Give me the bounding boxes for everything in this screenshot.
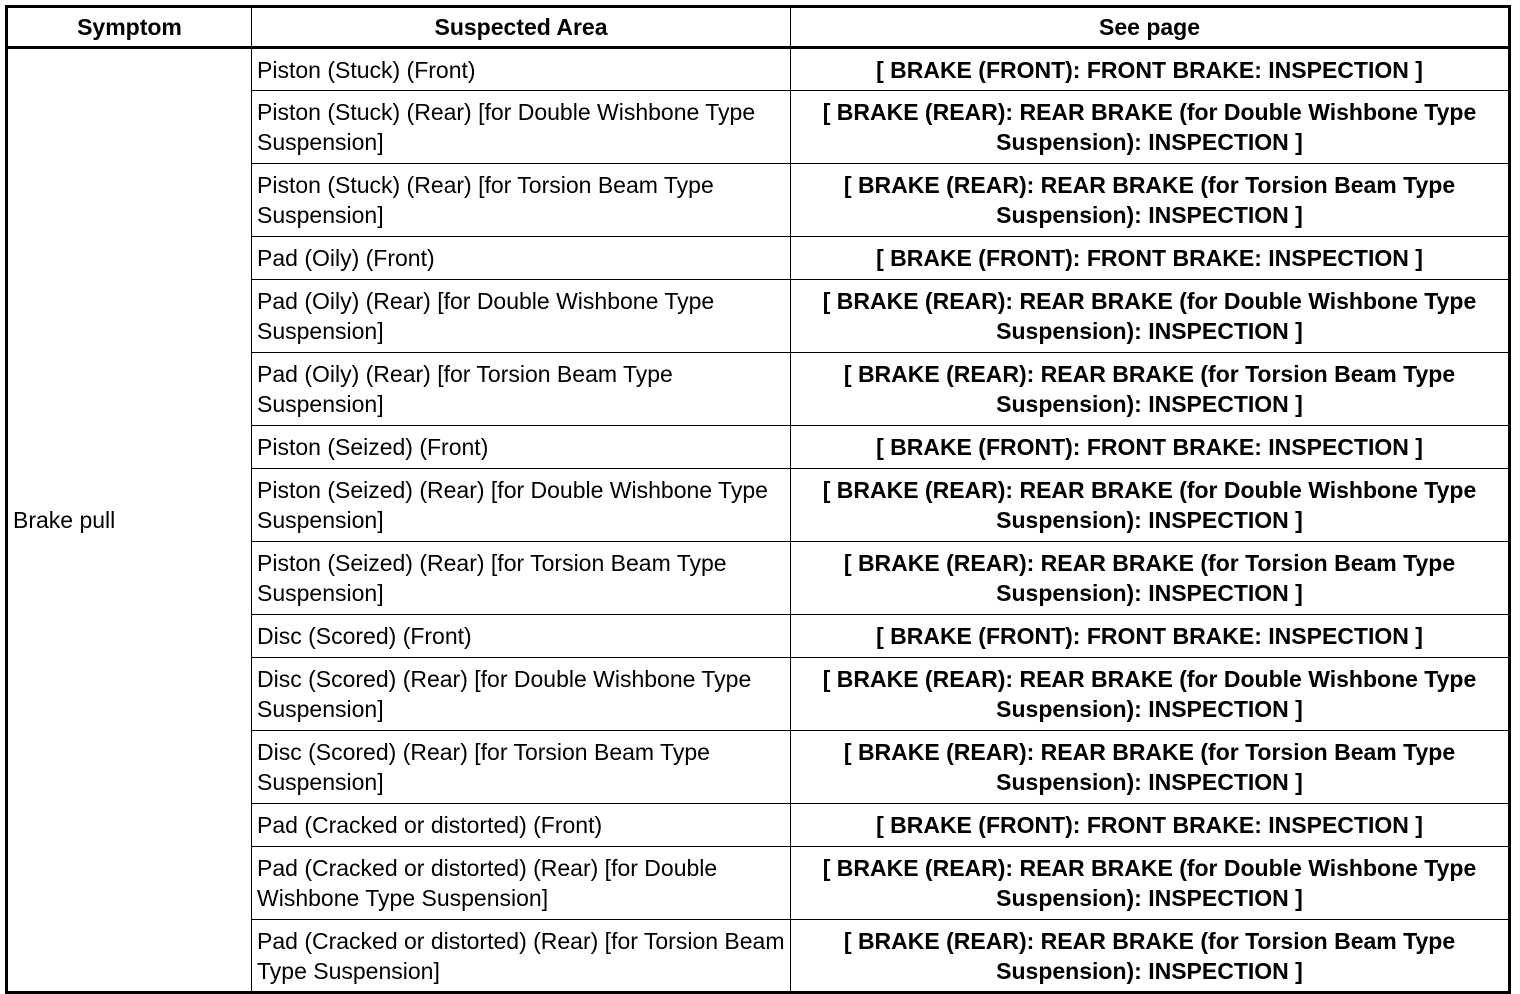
header-row	[7, 7, 1510, 48]
suspected-area-cell: Pad (Oily) (Front)	[252, 237, 791, 280]
header-symptom: Symptom	[7, 7, 252, 48]
see-page-link[interactable]: [ BRAKE (REAR): REAR BRAKE (for Double Wishbone Type Suspension): INSPECTION ]	[791, 91, 1510, 164]
see-page-link[interactable]: [ BRAKE (FRONT): FRONT BRAKE: INSPECTION ]	[791, 615, 1510, 658]
suspected-area-cell: Pad (Cracked or distorted) (Rear) [for Double Wishbone Type Suspension]	[252, 847, 791, 920]
see-page-link[interactable]: [ BRAKE (FRONT): FRONT BRAKE: INSPECTION ]	[791, 804, 1510, 847]
see-page-link[interactable]: [ BRAKE (REAR): REAR BRAKE (for Torsion Beam Type Suspension): INSPECTION ]	[791, 920, 1510, 993]
suspected-area-cell: Piston (Seized) (Front)	[252, 426, 791, 469]
suspected-area-cell: Piston (Stuck) (Rear) [for Double Wishbone Type Suspension]	[252, 91, 791, 164]
see-page-link[interactable]: [ BRAKE (FRONT): FRONT BRAKE: INSPECTION ]	[791, 426, 1510, 469]
suspected-area-cell: Pad (Oily) (Rear) [for Double Wishbone Type Suspension]	[252, 280, 791, 353]
suspected-area-cell: Piston (Seized) (Rear) [for Torsion Beam Type Suspension]	[252, 542, 791, 615]
suspected-area-cell: Disc (Scored) (Front)	[252, 615, 791, 658]
see-page-link[interactable]: [ BRAKE (REAR): REAR BRAKE (for Double Wishbone Type Suspension): INSPECTION ]	[791, 658, 1510, 731]
suspected-area-cell: Pad (Oily) (Rear) [for Torsion Beam Type Suspension]	[252, 353, 791, 426]
see-page-link[interactable]: [ BRAKE (REAR): REAR BRAKE (for Double Wishbone Type Suspension): INSPECTION ]	[791, 847, 1510, 920]
see-page-link[interactable]: [ BRAKE (FRONT): FRONT BRAKE: INSPECTION ]	[791, 48, 1510, 91]
suspected-area-cell: Disc (Scored) (Rear) [for Double Wishbone Type Suspension]	[252, 658, 791, 731]
suspected-area-cell: Piston (Seized) (Rear) [for Double Wishbone Type Suspension]	[252, 469, 791, 542]
table-row	[7, 48, 1510, 91]
header-suspected-area: Suspected Area	[252, 7, 791, 48]
see-page-link[interactable]: [ BRAKE (REAR): REAR BRAKE (for Torsion Beam Type Suspension): INSPECTION ]	[791, 164, 1510, 237]
symptom-cell: Brake pull	[7, 48, 252, 993]
diagnosis-table	[5, 5, 1511, 994]
see-page-link[interactable]: [ BRAKE (REAR): REAR BRAKE (for Double Wishbone Type Suspension): INSPECTION ]	[791, 469, 1510, 542]
suspected-area-cell: Disc (Scored) (Rear) [for Torsion Beam Type Suspension]	[252, 731, 791, 804]
see-page-link[interactable]: [ BRAKE (REAR): REAR BRAKE (for Torsion Beam Type Suspension): INSPECTION ]	[791, 542, 1510, 615]
suspected-area-cell: Pad (Cracked or distorted) (Rear) [for Torsion Beam Type Suspension]	[252, 920, 791, 993]
see-page-link[interactable]: [ BRAKE (REAR): REAR BRAKE (for Torsion Beam Type Suspension): INSPECTION ]	[791, 353, 1510, 426]
see-page-link[interactable]: [ BRAKE (REAR): REAR BRAKE (for Torsion Beam Type Suspension): INSPECTION ]	[791, 731, 1510, 804]
suspected-area-cell: Piston (Stuck) (Rear) [for Torsion Beam Type Suspension]	[252, 164, 791, 237]
see-page-link[interactable]: [ BRAKE (FRONT): FRONT BRAKE: INSPECTION ]	[791, 237, 1510, 280]
suspected-area-cell: Piston (Stuck) (Front)	[252, 48, 791, 91]
suspected-area-cell: Pad (Cracked or distorted) (Front)	[252, 804, 791, 847]
see-page-link[interactable]: [ BRAKE (REAR): REAR BRAKE (for Double Wishbone Type Suspension): INSPECTION ]	[791, 280, 1510, 353]
header-see-page: See page	[791, 7, 1510, 48]
